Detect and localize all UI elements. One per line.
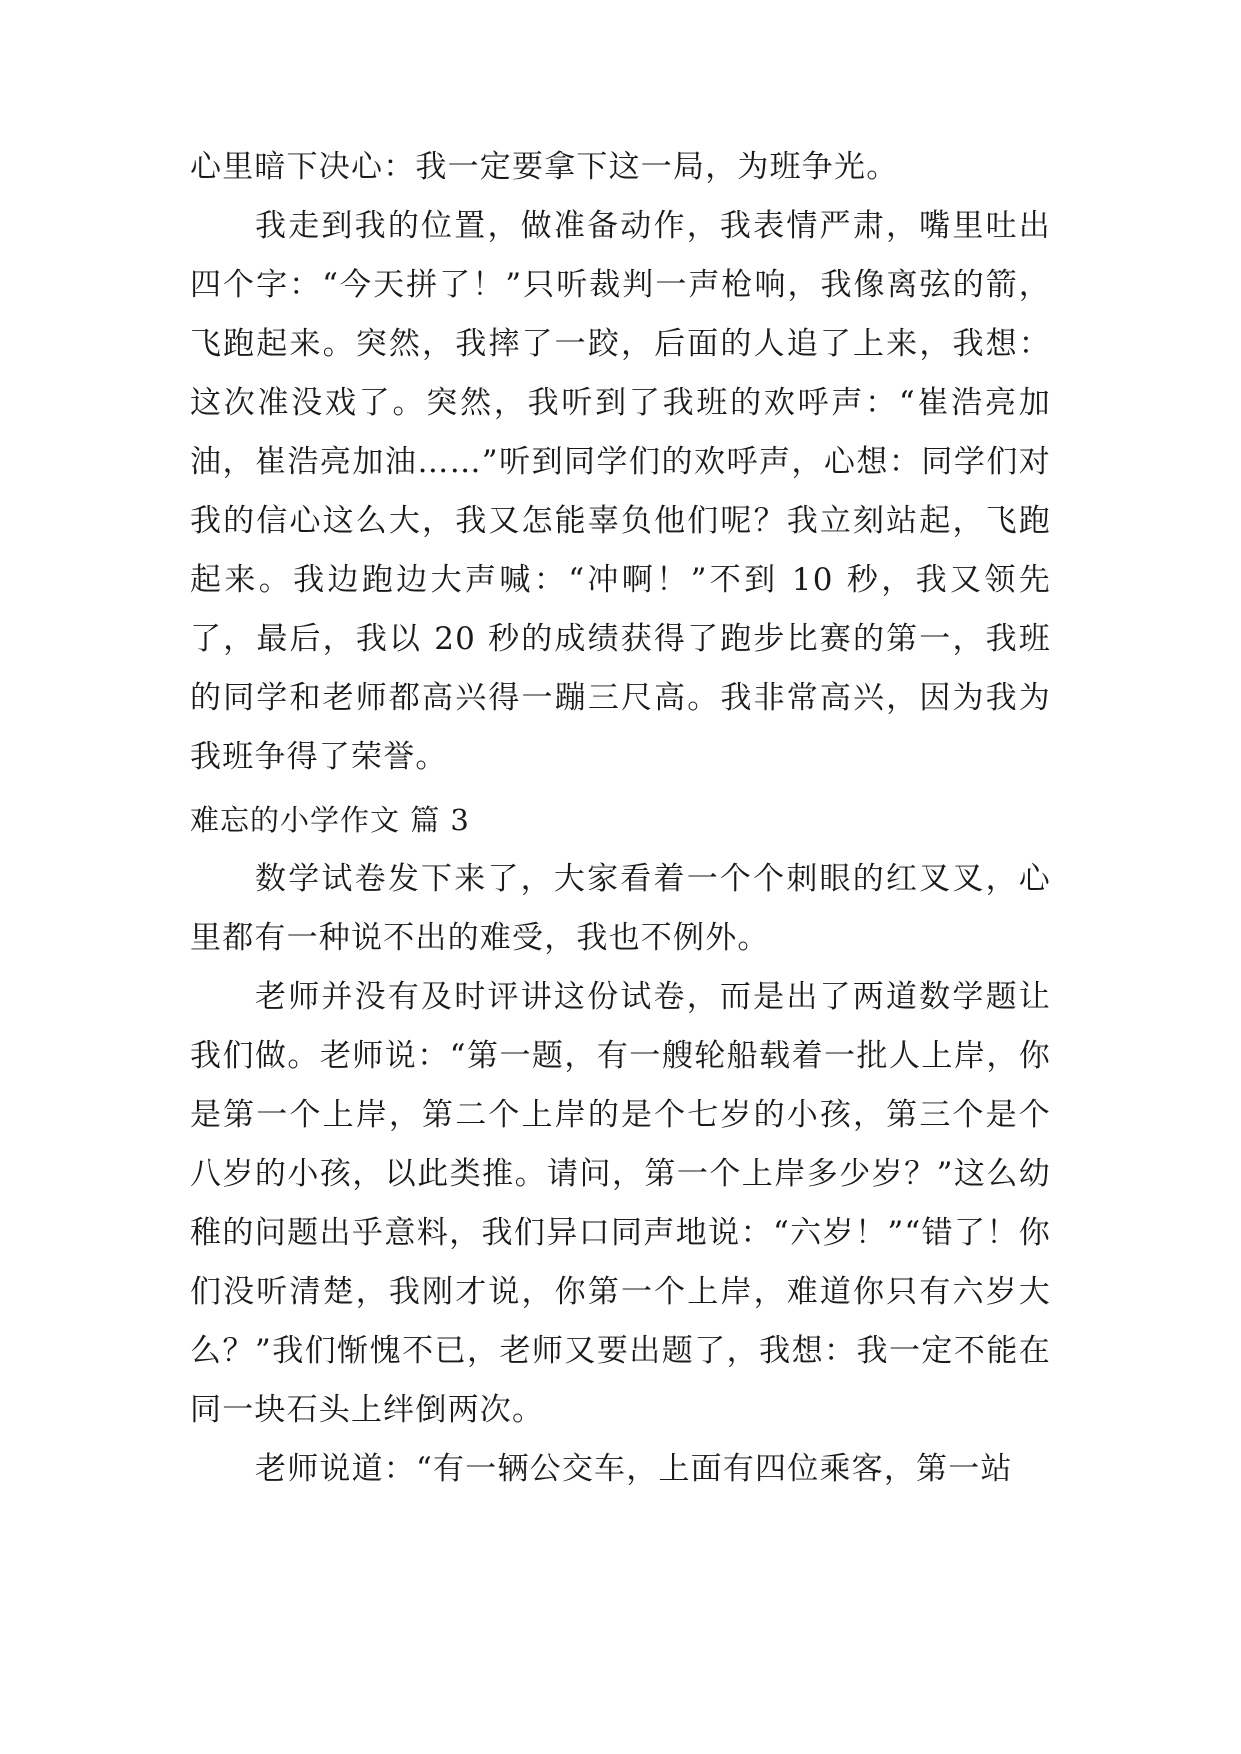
essay-part-3	[190, 791, 1051, 1499]
paragraph-test-paper: 数学试卷发下来了，大家看着一个个刺眼的红叉叉，心里都有一种说不出的难受，我也不例外。	[190, 861, 1051, 956]
paragraph-race: 我走到我的位置，做准备动作，我表情严肃，嘴里吐出四个字：“今天拼了！”只听裁判一声枪响，我像离弦的箭，飞跑起来。突然，我摔了一跤，后面的人追了上来，我想：这次准没戏了。突然，我听到了我班的欢呼声：“崔浩亮加油，崔浩亮加油……”听到同学们的欢呼声，心想：同学们对我的信心这么大，我又怎能辜负他们呢？我立刻站起，飞跑起来。我边跑边大声喊：“冲啊！”不到 10 秒，我又领先了，最后，我以 20 秒的成绩获得了跑步比赛的第一，我班的同学和老师都高兴得一蹦三尺高。我非常高兴，因为我为我班争得了荣誉。	[190, 208, 1051, 775]
section-heading: 难忘的小学作文 篇 3	[190, 803, 470, 837]
paragraph-second-question: 老师说道：“有一辆公交车，上面有四位乘客，第一站	[255, 1451, 1013, 1487]
paragraph-first-question: 老师并没有及时评讲这份试卷，而是出了两道数学题让我们做。老师说：“第一题，有一艘轮船载着一批人上岸，你是第一个上岸，第二个上岸的是个七岁的小孩，第三个是个八岁的小孩，以此类推。请问，第一个上岸多少岁？”这么幼稚的问题出乎意料，我们异口同声地说：“六岁！”“错了！你们没听清楚，我刚才说，你第一个上岸，难道你只有六岁大么？”我们惭愧不已，老师又要出题了，我想：我一定不能在同一块石头上绊倒两次。	[190, 979, 1051, 1428]
paragraph-continuation: 心里暗下决心：我一定要拿下这一局，为班争光。	[190, 149, 899, 185]
essay-part-end	[190, 138, 1051, 787]
